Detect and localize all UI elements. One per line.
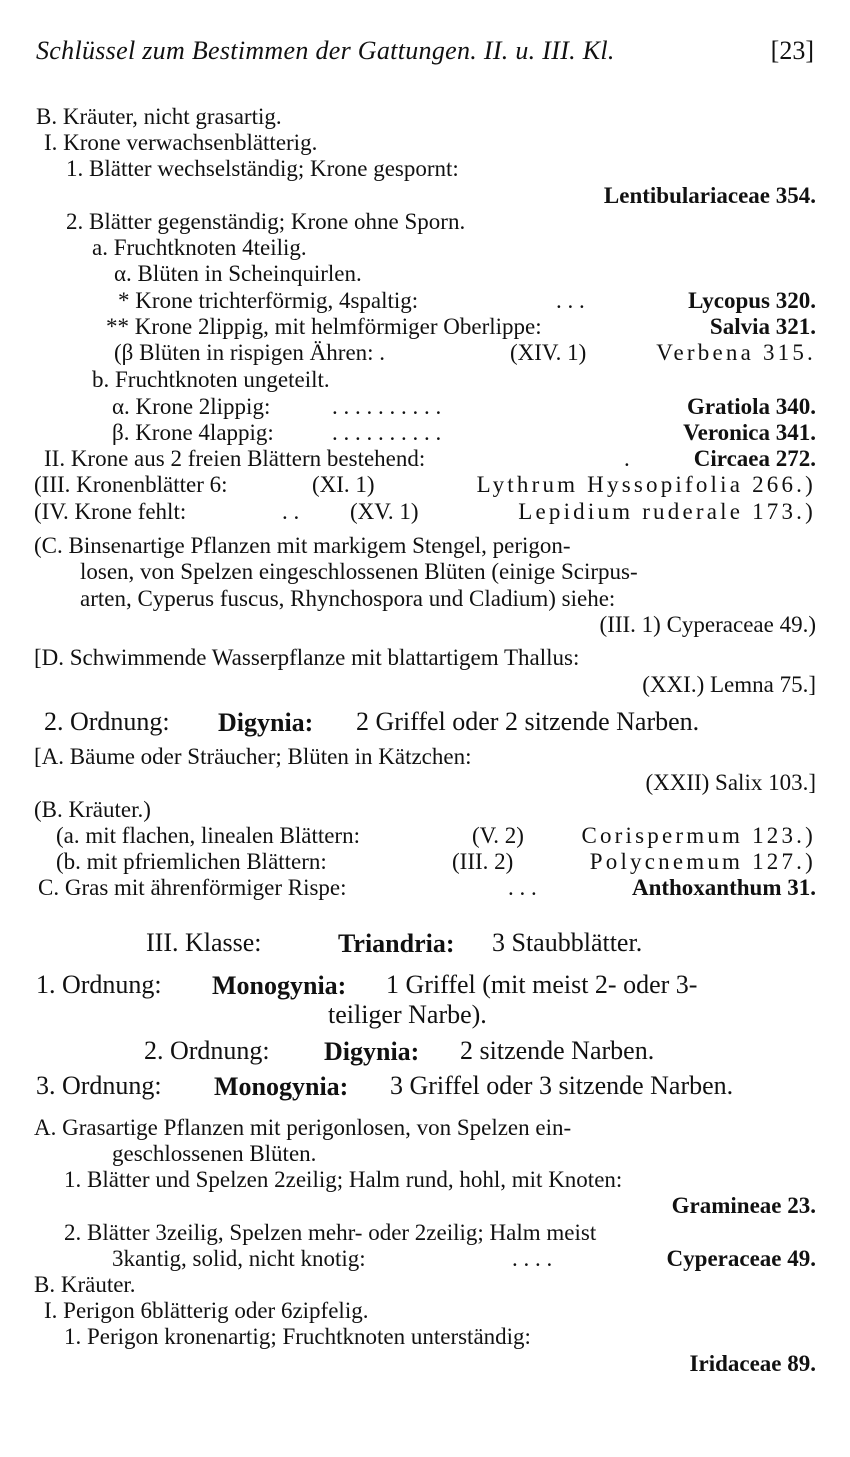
class-description: 3 Staubblätter. [492, 928, 643, 957]
class-name: Triandria: [338, 929, 455, 958]
order-name: Monogynia: [214, 1072, 349, 1101]
taxon-name: Polycnemum 127.) [589, 849, 816, 874]
key-line: * Krone trichterförmig, 4spaltig: [118, 288, 419, 313]
order-name: Monogynia: [212, 971, 347, 1000]
leader-dots: . . . [556, 288, 585, 313]
leader-dots: . [624, 446, 630, 471]
key-line: ** Krone 2lippig, mit helmförmiger Oberlippe: [106, 314, 542, 339]
key-line: (IV. Krone fehlt: [34, 499, 187, 524]
key-line: α. Blüten in Scheinquirlen. [114, 261, 362, 286]
page-number: [23] [770, 36, 814, 65]
key-line: arten, Cyperus fuscus, Rhynchospora und Cladium) siehe: [80, 586, 616, 611]
key-line: (B. Kräuter.) [34, 797, 151, 822]
key-line: (β Blüten in rispigen Ähren: . [114, 340, 386, 365]
key-line: losen, von Spelzen eingeschlossenen Blüten (einige Scirpus- [80, 559, 638, 584]
taxon-name: Cyperaceae 49. [666, 1246, 816, 1271]
taxon-reference: (XXI.) Lemna 75.] [642, 672, 816, 697]
key-line: B. Kräuter, nicht grasartig. [36, 104, 282, 129]
taxon-name: Lythrum Hyssopifolia 266.) [476, 472, 816, 497]
key-line: (III. Kronenblätter 6: [34, 472, 228, 497]
key-line: geschlossenen Blüten. [112, 1141, 317, 1166]
key-line: α. Krone 2lippig: [112, 394, 271, 419]
key-line: (b. mit pfriemlichen Blättern: [56, 849, 327, 874]
key-line: 1. Perigon kronenartig; Fruchtknoten unterständig: [64, 1324, 531, 1349]
order-name: Digynia: [218, 708, 314, 737]
class-label: III. Klasse: [146, 928, 262, 957]
key-line: 1. Blätter und Spelzen 2zeilig; Halm rund, hohl, mit Knoten: [64, 1167, 623, 1192]
order-description: 1 Griffel (mit meist 2- oder 3- [386, 970, 698, 999]
key-line: b. Fruchtknoten ungeteilt. [92, 367, 330, 392]
taxon-name: Lepidium ruderale 173.) [518, 499, 816, 524]
taxon-name: Anthoxanthum 31. [631, 875, 816, 900]
key-line: A. Grasartige Pflanzen mit perigonlosen, von Spelzen ein- [34, 1115, 572, 1140]
order-description: 3 Griffel oder 3 sitzende Narben. [390, 1071, 734, 1100]
taxon-name: Salvia 321. [709, 314, 816, 339]
key-line: 1. Blätter wechselständig; Krone gespornt: [66, 156, 459, 181]
key-line: B. Kräuter. [34, 1272, 136, 1297]
taxon-name: Iridaceae 89. [689, 1351, 816, 1376]
taxon-name: Lycopus 320. [688, 288, 816, 313]
order-name: Digynia: [324, 1037, 420, 1066]
key-line: II. Krone aus 2 freien Blättern bestehend: [44, 446, 426, 471]
taxon-reference: (III. 1) Cyperaceae 49.) [599, 612, 816, 637]
leader-dots: . . . . . . . . . . [332, 394, 442, 419]
taxon-reference: (XXII) Salix 103.] [645, 770, 816, 795]
taxon-name: Corispermum 123.) [581, 823, 816, 848]
taxon-name: Gratiola 340. [686, 394, 816, 419]
key-line: C. Gras mit ährenförmiger Rispe: [38, 875, 347, 900]
key-line: β. Krone 4lappig: [112, 420, 274, 445]
leader-dots: . . . . [512, 1246, 553, 1271]
cross-reference: (XV. 1) [350, 499, 419, 524]
taxon-name: Lentibulariaceae 354. [603, 183, 816, 208]
order-label: 1. Ordnung: [36, 970, 162, 999]
running-title: Schlüssel zum Bestimmen der Gattungen. II. u. III. Kl. [36, 36, 615, 65]
key-line: [D. Schwimmende Wasserpflanze mit blattartigem Thallus: [34, 645, 580, 670]
leader-dots: . . . [508, 875, 537, 900]
order-description: 2 sitzende Narben. [460, 1036, 655, 1065]
order-label: 2. Ordnung: [44, 707, 170, 736]
cross-reference: (V. 2) [472, 823, 524, 848]
order-description: 2 Griffel oder 2 sitzende Narben. [356, 707, 700, 736]
key-line: 2. Blätter gegenständig; Krone ohne Sporn. [66, 209, 466, 234]
taxon-name: Verbena 315. [656, 340, 816, 365]
taxon-name: Circaea 272. [693, 446, 816, 471]
key-line: (C. Binsenartige Pflanzen mit markigem Stengel, perigon- [34, 533, 571, 558]
taxon-name: Gramineae 23. [671, 1193, 816, 1218]
order-label: 2. Ordnung: [144, 1036, 270, 1065]
cross-reference: (XIV. 1) [510, 340, 587, 365]
key-line: I. Perigon 6blätterig oder 6zipfelig. [44, 1298, 369, 1323]
key-line: I. Krone verwachsenblätterig. [44, 130, 318, 155]
key-line: (a. mit flachen, linealen Blättern: [56, 823, 360, 848]
key-line: a. Fruchtknoten 4teilig. [92, 235, 307, 260]
key-line: [A. Bäume oder Sträucher; Blüten in Kätzchen: [34, 744, 472, 769]
order-description: teiliger Narbe). [328, 1000, 487, 1029]
key-line: 2. Blätter 3zeilig, Spelzen mehr- oder 2zeilig; Halm meist [64, 1220, 597, 1245]
taxon-name: Veronica 341. [683, 420, 816, 445]
leader-dots: . . . . . . . . . . [332, 420, 442, 445]
cross-reference: (XI. 1) [312, 472, 375, 497]
cross-reference: (III. 2) [452, 849, 514, 874]
order-label: 3. Ordnung: [36, 1071, 162, 1100]
page-header [36, 36, 826, 72]
key-line: 3kantig, solid, nicht knotig: [112, 1246, 366, 1271]
leader-dots: . . [282, 499, 300, 524]
